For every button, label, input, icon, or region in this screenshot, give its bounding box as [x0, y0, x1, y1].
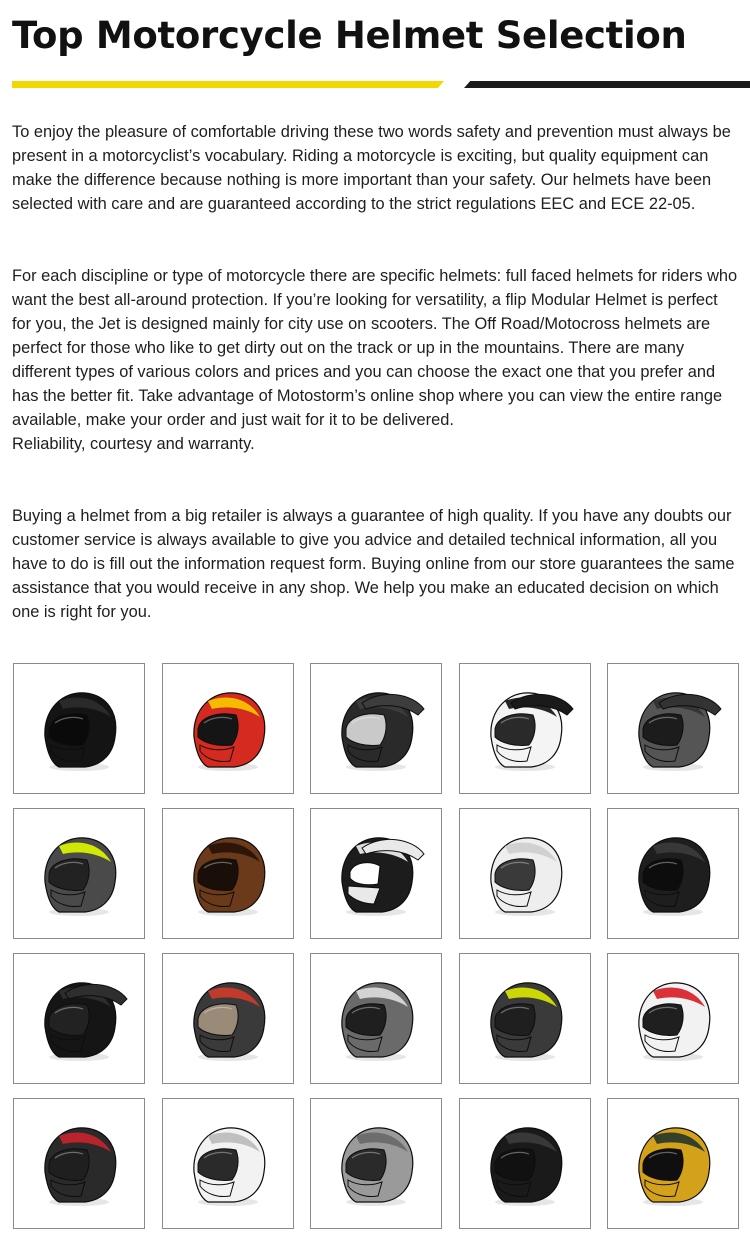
helmet-product-tile[interactable]	[162, 1098, 294, 1229]
helmet-product-tile[interactable]	[310, 1098, 442, 1229]
adventure-helmet-icon	[29, 969, 129, 1069]
adventure-helmet-icon	[475, 679, 575, 779]
modular-helmet-icon	[326, 1114, 426, 1214]
helmet-product-tile[interactable]	[459, 808, 591, 939]
intro-paragraph: To enjoy the pleasure of comfortable driving these two words safety and prevention must always be present in a motorcyclist’s vocabulary. Riding a motorcycle is exciting, but quality equipment can make the difference because nothing is more important than your safety. Our helmets have been selected with care and are guaranteed according to the strict regulations EEC and ECE 22-05.	[12, 123, 731, 213]
helmet-product-tile[interactable]	[310, 953, 442, 1084]
modular-helmet-icon	[29, 1114, 129, 1214]
modular-helmet-icon	[29, 824, 129, 924]
retailer-paragraph: Buying a helmet from a big retailer is always a guarantee of high quality. If you have any doubts our customer service is always available to give you advice and detailed technical information, all you have to do is fill out the information request form. Buying online from our store guarantees the same assistance that you would receive in any shop. We help you make an educated decision on which one is right for you.	[12, 507, 735, 621]
helmet-types-paragraph	[12, 264, 738, 456]
helmet-product-tile[interactable]	[607, 808, 739, 939]
full-face-helmet-icon	[475, 824, 575, 924]
modular-helmet-icon	[623, 969, 723, 1069]
helmet-product-tile[interactable]	[162, 808, 294, 939]
modular-helmet-icon	[178, 1114, 278, 1214]
modular-helmet-icon	[475, 969, 575, 1069]
helmet-product-tile[interactable]	[162, 953, 294, 1084]
full-face-helmet-icon	[178, 969, 278, 1069]
title-underline-dark	[464, 81, 750, 88]
helmet-product-tile[interactable]	[13, 808, 145, 939]
helmet-product-tile[interactable]	[13, 953, 145, 1084]
helmet-product-tile[interactable]	[310, 808, 442, 939]
adventure-helmet-icon	[326, 679, 426, 779]
helmet-gallery	[13, 663, 739, 1229]
helmet-product-tile[interactable]	[607, 953, 739, 1084]
helmet-product-tile[interactable]	[607, 1098, 739, 1229]
reliability-line: Reliability, courtesy and warranty.	[12, 435, 255, 453]
full-face-helmet-icon	[29, 679, 129, 779]
helmet-product-tile[interactable]	[459, 953, 591, 1084]
full-face-helmet-icon	[178, 679, 278, 779]
modular-helmet-icon	[326, 969, 426, 1069]
full-face-helmet-icon	[623, 1114, 723, 1214]
full-face-helmet-icon	[178, 824, 278, 924]
title-underline-yellow	[12, 81, 444, 88]
helmet-product-tile[interactable]	[13, 663, 145, 794]
helmet-product-tile[interactable]	[310, 663, 442, 794]
adventure-helmet-icon	[623, 679, 723, 779]
helmet-product-tile[interactable]	[459, 663, 591, 794]
helmet-types-text: For each discipline or type of motorcycle there are specific helmets: full faced helmets for riders who want the best all-around protection. If you’re looking for versatility, a flip Modular Helmet is perfect for you, the Jet is designed mainly for city use on scooters. The Off Road/Motocross helmets are perfect for those who like to get dirty out on the track or up in the mountains. There are many different types of various colors and prices and you can choose the exact one that you prefer and has the better fit. Take advantage of Motostorm’s online shop where you can view the entire range available, make your order and just wait for it to be delivered.	[12, 267, 738, 429]
helmet-product-tile[interactable]	[459, 1098, 591, 1229]
helmet-product-tile[interactable]	[13, 1098, 145, 1229]
helmet-product-tile[interactable]	[607, 663, 739, 794]
helmet-product-tile[interactable]	[162, 663, 294, 794]
motocross-helmet-icon	[326, 824, 426, 924]
modular-helmet-icon	[475, 1114, 575, 1214]
full-face-helmet-icon	[623, 824, 723, 924]
page-title: Top Motorcycle Helmet Selection	[12, 14, 687, 57]
